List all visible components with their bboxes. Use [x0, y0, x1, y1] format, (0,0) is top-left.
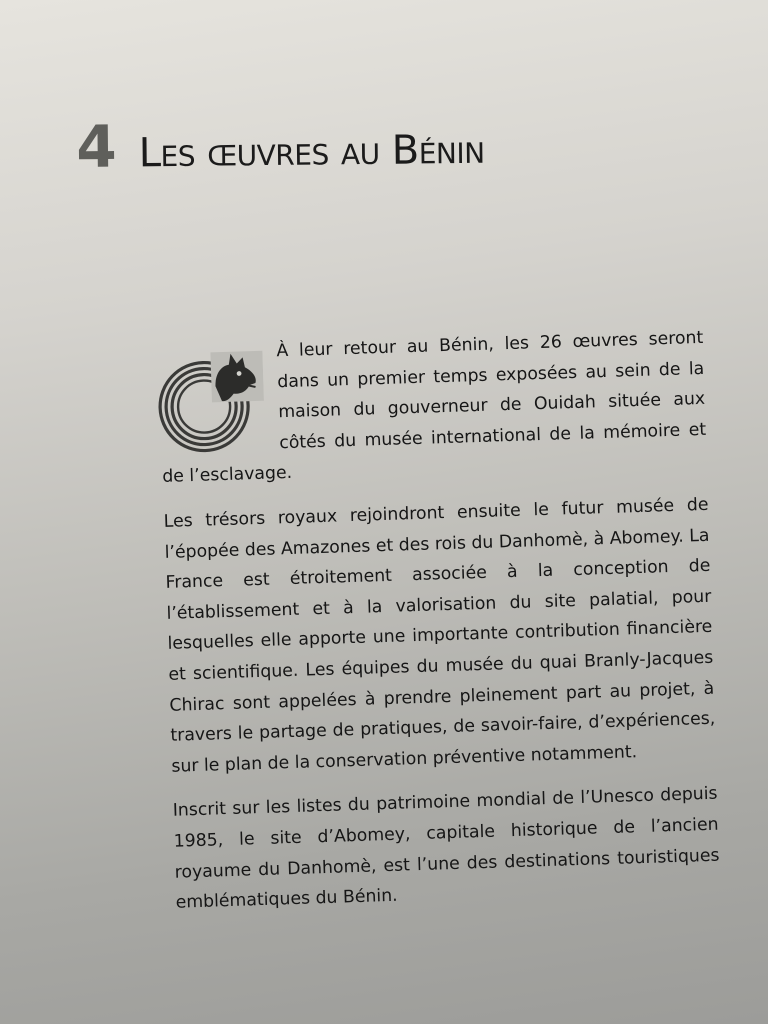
paragraph-tresors: Les trésors royaux rejoindront ensuite le futur musée de l’épopée des Amazones et des rois du Danhomè, à Abomey. La France est étroitement associée à la conception de l’établissement et à la valorisation du site palatial, pour lesquelles elle apporte une importante contribution financière et scientifique. Les équipes du musée du quai Branly-Jacques Chirac sont appelées à prendre pleinement part au projet, à travers le partage de pratiques, de savoir-faire, d’expériences, sur le plan de la conservation préventive notamment.	[163, 494, 716, 777]
section-title: Les œuvres au Bénin	[138, 126, 485, 177]
paragraph-intro: À leur retour au Bénin, les 26 œuvres seront dans un premier temps exposées au sein de la maison du gouverneur de Ouidah située aux côtés du musée international de la mémoire et de l’esclavage.	[162, 327, 707, 488]
coiled-serpent-dog-head-icon	[150, 345, 265, 460]
section-number: 4	[75, 112, 118, 181]
section-heading	[75, 112, 485, 181]
body-text	[158, 323, 721, 933]
paragraph-unesco: Inscrit sur les listes du patrimoine mondial de l’Unesco depuis 1985, le site d’Abomey, capitale historique de l’ancien royaume du Danhomè, est l’une des destinations touristiques emblématiques du Bénin.	[172, 783, 720, 913]
